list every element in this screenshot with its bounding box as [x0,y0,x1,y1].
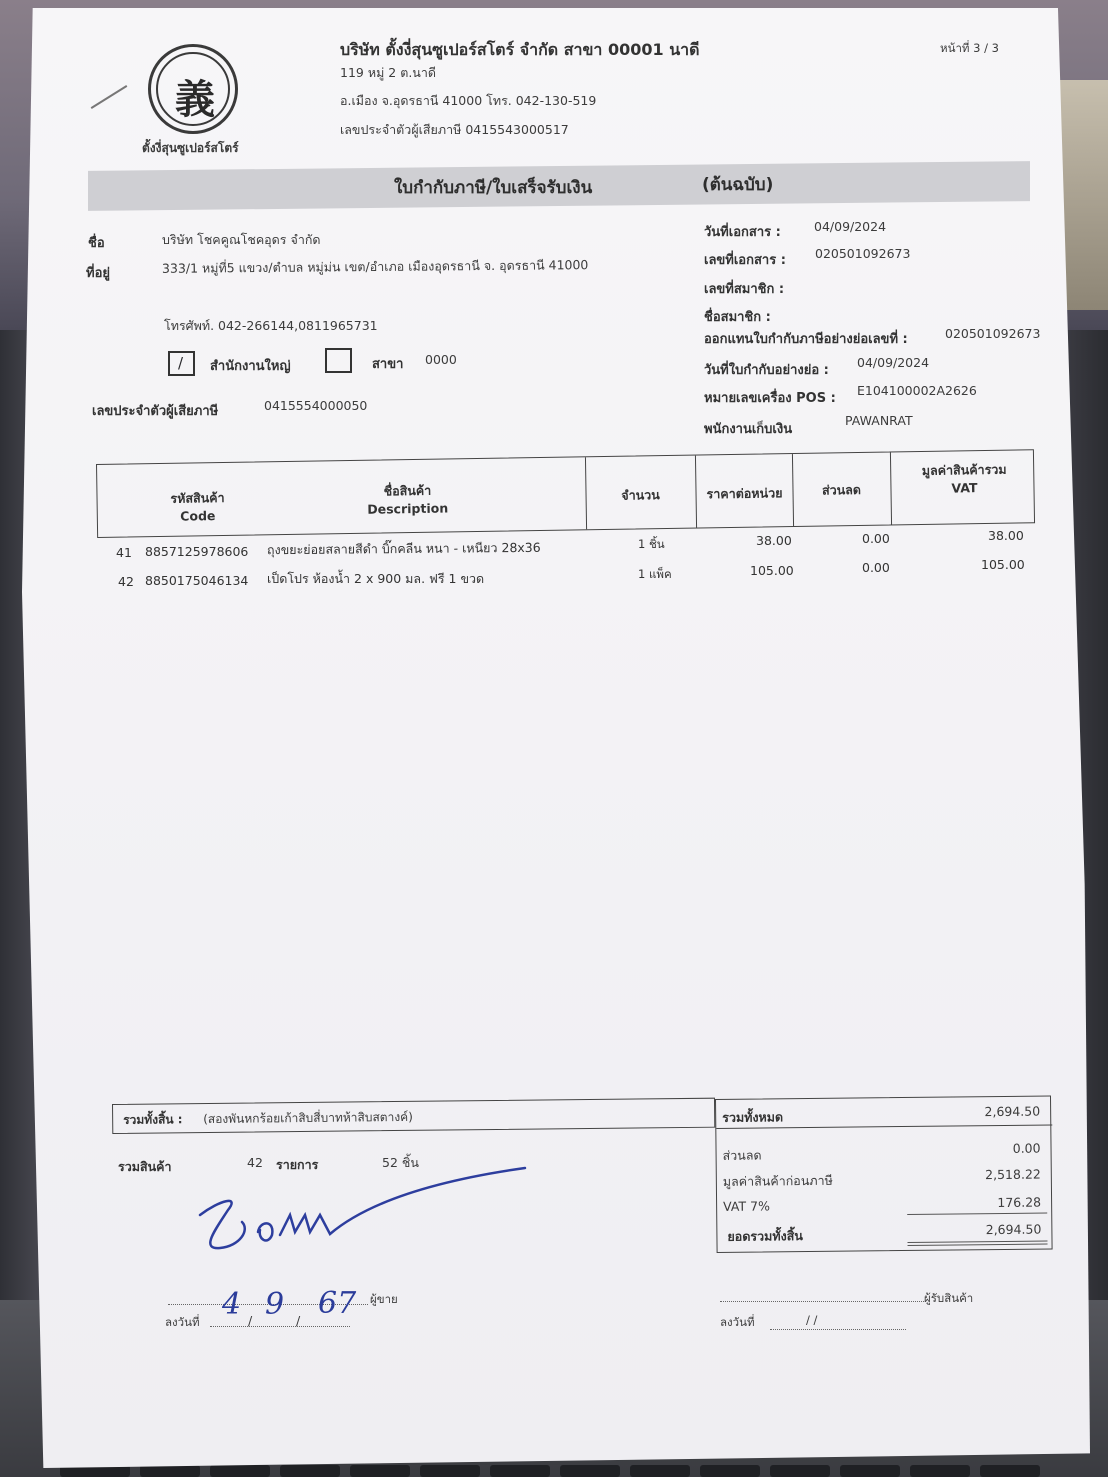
cashier-name: PAWANRAT [845,413,913,428]
seller-date-day: 4 [222,1287,242,1322]
items-table-header [96,449,1035,538]
pre-vat-value: 2,518.22 [985,1166,1041,1183]
customer-address: 333/1 หมู่ที่5 แขวง/ตำบล หมู่ม่น เขต/อำเภอ เมืองอุดรธานี จ. อุดรธานี 41000 [161,257,589,276]
discount-label: ส่วนลด [722,1147,762,1163]
items-count: 42 [247,1155,263,1170]
logo-caption: ตั้งงี่สุนซูเปอร์สโตร์ [142,141,239,155]
net-total-label: ยอดรวมทั้งสิ้น [727,1228,803,1244]
hq-label: สำนักงานใหญ่ [210,359,291,374]
col-code-en: Code [180,508,216,524]
member-no-label: เลขที่สมาชิก : [704,282,785,297]
pos-number: E104100002A2626 [857,383,977,398]
items-unit: รายการ [276,1157,319,1172]
total-words: (สองพันหกร้อยเก้าสิบสี่บาทห้าสิบสตางค์) [203,1109,413,1127]
row-discount: 0.00 [862,531,890,546]
receiver-sign-line [720,1301,924,1302]
row-qty: 1 แพ็ค [638,567,672,581]
company-name: บริษัท ตั้งงี่สุนซูเปอร์สโตร์ จำกัด สาขา 00001 นาดี [340,40,700,59]
company-address-1: 119 หมู่ 2 ต.นาดี [340,65,436,80]
vat-value: 176.28 [997,1194,1042,1211]
grand-total-label: รวมทั้งหมด [722,1109,784,1125]
seller-date-year: 67 [318,1286,357,1321]
col-qty-header: จำนวน [621,487,660,503]
row-description: ถุงขยะย่อยสลายสีดำ บิ๊กคลีน หนา - เหนียว 28x36 [266,539,541,558]
col-desc-th: ชื่อสินค้า [383,482,432,499]
date-sep: / [296,1313,301,1328]
seller-date-line [210,1326,350,1327]
abbr-date: 04/09/2024 [857,355,930,370]
company-logo [148,44,238,134]
customer-tax-id: 0415554000050 [264,398,368,413]
discount-value: 0.00 [1012,1140,1041,1156]
col-total-en: VAT [951,480,978,496]
receiver-date-line [770,1329,906,1330]
net-total-value: 2,694.50 [985,1221,1042,1238]
vat-label: VAT 7% [723,1198,770,1214]
hq-check-mark: / [178,354,184,372]
logo-glyph: 義 [175,76,215,123]
seller-label: ผู้ขาย [370,1292,398,1306]
seller-date-month: 9 [265,1287,285,1322]
col-desc-header [337,481,478,519]
page-number: หน้าที่ 3 / 3 [940,41,999,55]
replace-no: 020501092673 [945,326,1041,341]
doc-copy-label: (ต้นฉบับ) [702,175,774,195]
col-code-th: รหัสสินค้า [170,489,225,506]
doc-title: ใบกำกับภาษี/ใบเสร็จรับเงิน [394,178,593,198]
receiver-label: ผู้รับสินค้า [924,1291,974,1305]
member-name-label: ชื่อสมาชิก : [704,310,771,325]
branch-checkbox [325,348,352,373]
pieces-count: 52 ชิ้น [382,1155,419,1170]
customer-phone: โทรศัพท์. 042-266144,0811965731 [164,318,378,333]
totals-box [715,1095,1053,1253]
customer-name: บริษัท โชคคูณโชคอุดร จำกัด [162,232,321,247]
row-total: 105.00 [981,557,1025,572]
seller-signature [180,1160,540,1260]
total-words-box [112,1098,715,1134]
pre-vat-label: มูลค่าสินค้าก่อนภาษี [722,1172,833,1189]
col-total-th: มูลค่าสินค้ารวม [921,461,1007,479]
date-sep: / [248,1313,253,1328]
col-code-header [137,488,258,526]
row-price: 38.00 [756,533,792,548]
cashier-label: พนักงานเก็บเงิน [704,422,793,437]
receiver-date-separators: / / [806,1313,818,1327]
total-words-label: รวมทั้งสิ้น : [123,1112,183,1127]
grand-total: 2,694.50 [984,1103,1041,1120]
branch-label: สาขา [372,357,404,372]
receiver-date-label: ลงวันที่ [720,1315,755,1329]
col-price-header: ราคาต่อหน่วย [706,485,783,502]
row-code: 8857125978606 [145,544,249,559]
row-qty: 1 ชิ้น [638,537,665,551]
company-address-2: อ.เมือง จ.อุดรธานี 41000 โทร. 042-130-519 [340,93,597,108]
customer-address-label: ที่อยู่ [86,266,110,281]
row-discount: 0.00 [862,560,890,575]
customer-tax-label: เลขประจำตัวผู้เสียภาษี [92,404,219,419]
customer-name-label: ชื่อ [88,236,105,251]
replace-label: ออกแทนใบกำกับภาษีอย่างย่อเลขที่ : [704,332,908,347]
row-code: 8850175046134 [145,573,249,588]
hq-checkbox [168,351,195,376]
row-price: 105.00 [750,563,794,578]
col-desc-en: Description [367,500,449,517]
doc-no: 020501092673 [815,246,911,261]
items-count-label: รวมสินค้า [118,1159,172,1174]
company-tax-id: เลขประจำตัวผู้เสียภาษี 0415543000517 [340,122,569,137]
row-total: 38.00 [988,528,1024,543]
doc-no-label: เลขที่เอกสาร : [704,253,786,268]
row-no: 42 [118,574,134,589]
row-description: เป็ดโปร ห้องน้ำ 2 x 900 มล. ฟรี 1 ขวด [267,571,485,586]
doc-date-label: วันที่เอกสาร : [704,225,781,240]
col-total-header [895,460,1034,498]
abbr-date-label: วันที่ใบกำกับอย่างย่อ : [704,363,829,378]
col-discount-header: ส่วนลด [821,481,862,498]
seller-date-label: ลงวันที่ [165,1315,200,1329]
doc-date: 04/09/2024 [814,219,887,234]
branch-number: 0000 [425,352,457,367]
row-no: 41 [116,545,132,560]
pos-label: หมายเลขเครื่อง POS : [704,391,836,406]
